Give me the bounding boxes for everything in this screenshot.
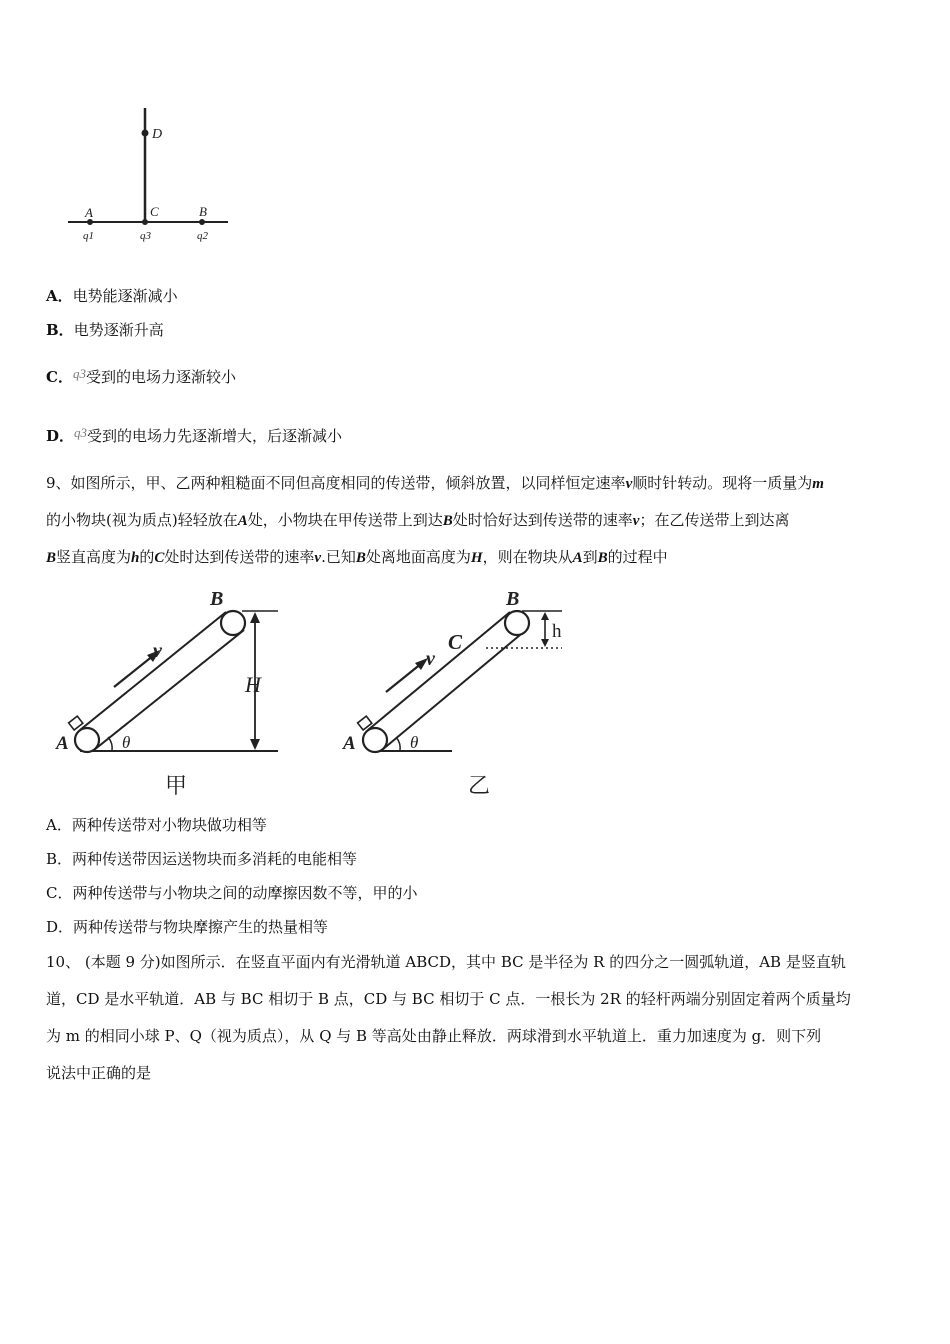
belt-top-edge [80,612,226,730]
var-v: v [632,513,640,529]
block [69,716,83,730]
caption-yi: 乙 [468,773,491,798]
var-c: C [154,550,165,566]
q10-line-3: 为 m 的相同小球 P、Q（视为质点），从 Q 与 B 等高处由静止释放．两球滑到水平轨道上．重力加速度为 g．则下列 [46,1027,822,1045]
text: 竖直高度为 [56,548,132,566]
label-theta: θ [410,733,419,752]
label-c: C [448,630,463,654]
label-v: v [426,648,435,670]
text: 处时恰好达到传送带的速率 [452,511,633,529]
option-text: 受到的电场力先逐渐增大，后逐渐减小 [87,427,343,445]
text: 处时达到传送带的速率 [164,548,315,566]
text: 处，小物块在甲传送带上到达 [247,511,443,529]
var-b: B [355,550,366,566]
point-d [142,130,149,137]
label-b: B [506,588,520,610]
point-b [199,219,205,225]
label-v: v [153,640,162,662]
height-arrow-up [250,612,260,623]
var-b: B [442,513,453,529]
q8-option-c [46,366,236,387]
q8-option-d [46,425,342,446]
text: 的 [139,548,155,566]
text: ；在乙传送带上到达离 [639,511,790,529]
velocity-arrow [114,655,154,687]
label-theta: θ [122,733,131,752]
q9-line-1 [46,472,824,493]
label-a: A [343,733,356,754]
q10-line-4: 说法中正确的是 [46,1064,152,1082]
text: 9、如图所示，甲、乙两种粗糙面不同但高度相同的传送带，倾斜放置，以同样恒定速率 [46,474,626,492]
conveyor-figure-jia [50,585,290,800]
q9-option-c: C．两种传送带与小物块之间的动摩擦因数不等，甲的小 [46,884,418,902]
h-arrow-up [541,612,549,620]
label-q3: q3 [140,230,151,242]
label-q1: q1 [83,230,94,242]
option-label: A． [46,287,73,305]
option-text: 受到的电场力逐渐较小 [85,368,236,386]
label-d: D [152,127,163,142]
q8-option-a [46,285,178,306]
var-b: B [597,550,608,566]
var-v: v [625,476,633,492]
bottom-roller [363,728,387,752]
conveyor-figure-yi [340,585,580,800]
label-h: h [552,621,562,642]
q9-line-3 [46,546,668,567]
q10-line-1: 10、 (本题 9 分)如图所示．在竖直平面内有光滑轨道 ABCD，其中 BC 是半径为 R 的四分之一圆弧轨道，AB 是竖直轨 [46,953,846,971]
var-a: A [237,513,248,529]
belt-bottom-edge [94,630,244,750]
option-text: 电势逐渐升高 [73,321,164,339]
q9-option-b: B．两种传送带因运送物块而多消耗的电能相等 [46,850,358,868]
var-b: B [46,550,57,566]
q9-option-a: A．两种传送带对小物块做功相等 [46,816,267,834]
bottom-roller [75,728,99,752]
option-label: C． [46,368,73,386]
charge-figure [60,100,240,250]
text: 到 [582,548,598,566]
caption-jia: 甲 [165,773,188,798]
var-h: h [131,550,140,566]
h-arrow-down [541,639,549,647]
text: 处离地面高度为 [365,548,471,566]
text: ，则在物块从 [482,548,573,566]
top-roller [505,611,529,635]
height-arrow-down [250,739,260,750]
var-h-big: H [470,550,483,566]
var-m: m [812,476,824,492]
q9-line-2 [46,509,789,530]
text: 的小物块(视为质点)轻轻放在 [46,511,238,529]
label-q2: q2 [197,230,208,242]
label-h: H [245,672,261,697]
option-label: B． [46,321,74,339]
var-v: v [314,550,322,566]
var-a: A [572,550,583,566]
label-a: A [56,733,69,754]
charge-symbol: q3 [72,366,86,381]
charge-symbol: q3 [74,425,88,440]
q10-line-2: 道，CD 是水平轨道．AB 与 BC 相切于 B 点，CD 与 BC 相切于 C 点．一根长为 2R 的轻杆两端分别固定着两个质量均 [46,990,851,1008]
label-b: B [199,204,207,219]
point-c [142,219,148,225]
option-label: D． [46,427,75,445]
velocity-arrow [386,663,422,692]
text: 的过程中 [607,548,668,566]
q8-option-b [46,319,164,340]
label-a: A [85,205,93,220]
text: .已知 [321,548,356,566]
text: 顺时针转动。现将一质量为 [632,474,813,492]
q9-option-d: D．两种传送带与物块摩擦产生的热量相等 [46,918,329,936]
top-roller [221,611,245,635]
label-b: B [210,588,224,610]
belt-top-edge [368,612,510,730]
option-text: 电势能逐渐减小 [72,287,178,305]
label-c: C [150,204,159,219]
